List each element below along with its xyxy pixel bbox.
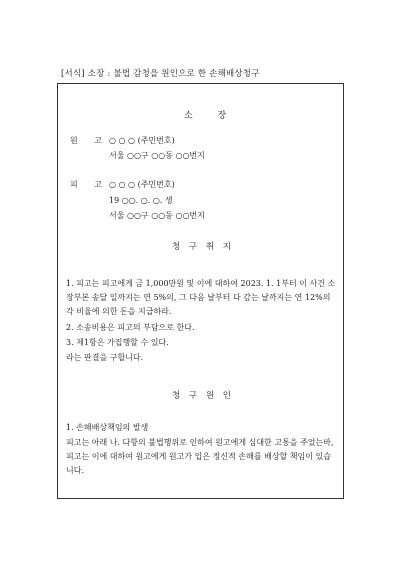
document-caption: [서식] 소장 : 불법 감청을 원인으로 한 손해배상청구 xyxy=(61,69,260,79)
defendant-address: 서울 ○○구 ○○동 ○○번지 xyxy=(109,211,205,220)
claim-cause-body: 피고는 아래 나. 다항의 불법행위로 인하여 원고에게 심대한 고통을 주었는바, 피고는 이에 대하여 원고에게 원고가 입은 정신적 손해를 배상할 책임이 있습니다. xyxy=(66,438,334,475)
claim-purpose-item-1: 1. 피고는 피고에게 금 1,000만원 및 이에 대하여 2023. 1. 1부터 이 사건 소장부본 송달 일까지는 연 5%의, 그 다음 날부터 다 갚는 날까지는 연 12%의 각 비율에 의한 돈을 지급하라. xyxy=(66,279,336,316)
claim-purpose-item-3: 3. 제1항은 가집행할 수 있다. xyxy=(66,338,169,347)
plaintiff-address: 서울 ○○구 ○○동 ○○번지 xyxy=(109,151,205,160)
plaintiff-name: ○ ○ ○ (주민번호) xyxy=(109,136,175,145)
claim-purpose-closing: 라는 판결을 구합니다. xyxy=(66,353,144,362)
claim-cause-heading: 청 구 원 인 xyxy=(172,391,234,401)
document-title: 소 장 xyxy=(184,111,238,121)
claim-cause-subheading: 1. 손해배상책임의 발생 xyxy=(66,423,149,432)
claim-purpose-item-2: 2. 소송비용은 피고의 부담으로 한다. xyxy=(66,323,195,332)
defendant-name: ○ ○ ○ (주민번호) xyxy=(109,180,175,189)
complaint-form xyxy=(57,83,344,499)
defendant-label: 피 고 xyxy=(70,180,109,189)
plaintiff-label: 원 고 xyxy=(70,136,109,145)
defendant-birth: 19 ○○. ○. ○. 생 xyxy=(109,196,173,205)
claim-purpose-heading: 청 구 취 지 xyxy=(172,242,234,252)
